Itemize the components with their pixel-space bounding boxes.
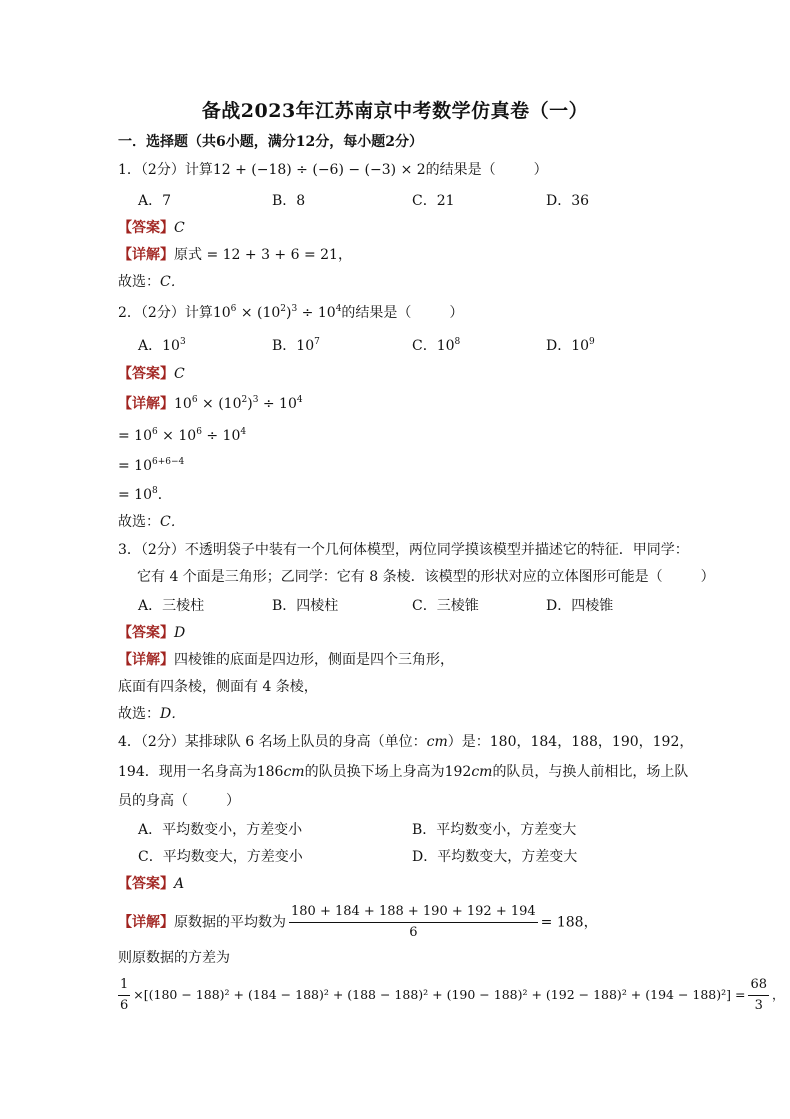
q4-option-a: A．平均数变小，方差变小	[138, 822, 303, 838]
q2-step-part: = 10	[118, 428, 152, 444]
q4-mean-numerator: 180 + 184 + 188 + 190 + 192 + 194	[289, 903, 538, 923]
answer-label: 【答案】	[118, 220, 174, 236]
q3-detail-line-2: 底面有四条棱，侧面有 4 条棱，	[118, 679, 318, 695]
q2-detail-exp: 6	[191, 395, 198, 405]
q1-option-d: D．36	[546, 193, 590, 209]
q4-option-b: B．平均数变小，方差变大	[412, 822, 577, 838]
q4-mean-denominator: 6	[409, 925, 418, 940]
q2-choose	[118, 513, 185, 531]
q4-stem-close: ）	[226, 793, 240, 809]
q3-choose	[118, 705, 185, 723]
q3-option-b: B．四棱柱	[272, 598, 339, 614]
q2-step-exp: 8	[152, 486, 158, 496]
q2-step-4	[118, 486, 172, 504]
q4-variance-end: ，	[772, 987, 785, 1002]
q2-stem-part: × (10	[236, 305, 281, 321]
q2-step-2	[118, 427, 246, 445]
q2-detail-part: )	[247, 396, 253, 412]
q3-choose-value: D．	[160, 706, 186, 722]
q2-detail-exp: 3	[252, 395, 259, 405]
q2-step-3	[118, 457, 184, 475]
q2-stem-exp: 3	[291, 304, 298, 314]
q4-option-c: C．平均数变大，方差变小	[138, 849, 303, 865]
q3-stem-text: 它有 4 个面是三角形；乙同学：它有 8 条棱．该模型的形状对应的立体图形可能是（	[137, 569, 663, 585]
page-title: 备战2023年江苏南京中考数学仿真卷（一）	[201, 100, 589, 122]
q2-detail-part: ÷ 10	[258, 396, 297, 412]
q2-step-part: × 10	[157, 428, 197, 444]
q4-variance-intro: 则原数据的方差为	[118, 950, 230, 966]
q1-detail	[118, 246, 352, 264]
q4-stem-part: 194．现用一名身高为186	[118, 764, 284, 780]
q1-answer-value: C	[174, 220, 185, 236]
q2-option-b-exp: 7	[314, 337, 320, 347]
q2-option-d-exp: 9	[589, 337, 595, 347]
q2-stem-exp: 4	[335, 304, 342, 314]
q3-answer	[118, 624, 185, 642]
q2-step-exp: 6	[196, 427, 202, 437]
q4-detail-text: 原数据的平均数为	[174, 914, 286, 931]
q2-option-a	[138, 337, 186, 355]
answer-label: 【答案】	[118, 876, 174, 892]
q3-option-d: D．四棱锥	[546, 598, 614, 614]
q2-answer-value: C	[174, 366, 185, 382]
q4-stem-line-3	[118, 792, 240, 810]
choose-label: 故选：	[118, 274, 160, 290]
q3-detail	[118, 651, 454, 669]
q2-option-d	[546, 337, 595, 355]
q2-step-part: ．	[157, 487, 172, 503]
q1-option-a: A．7	[138, 193, 172, 209]
q3-option-c: C．三棱锥	[412, 598, 479, 614]
q4-variance-coefficient	[118, 976, 130, 1015]
q4-unit: cm	[426, 734, 448, 750]
q3-option-a: A．三棱柱	[138, 598, 205, 614]
q2-detail-part: 10	[174, 396, 192, 412]
q2-option-a-exp: 3	[179, 337, 186, 347]
q2-stem	[118, 304, 463, 322]
q1-stem	[118, 161, 548, 179]
q2-stem-part: )	[286, 305, 292, 321]
q4-answer-value: A	[174, 876, 185, 892]
q2-step-exp: 6	[152, 427, 158, 437]
q1-answer	[118, 219, 185, 237]
q2-step-part: ÷ 10	[201, 428, 241, 444]
q2-stem-part: 2．（2分）计算10	[118, 305, 231, 321]
q4-variance-formula	[118, 976, 785, 1015]
q4-mean-result: = 188，	[540, 914, 598, 931]
q2-step-exp: 6+6−4	[152, 457, 185, 467]
q2-option-d-label: D．10	[546, 338, 590, 354]
q4-variance-res-den: 3	[754, 998, 763, 1013]
detail-label: 【详解】	[118, 396, 174, 412]
q2-option-a-label: A．10	[138, 338, 180, 354]
q1-option-b: B．8	[272, 193, 306, 209]
answer-label: 【答案】	[118, 366, 174, 382]
q2-stem-exp: 2	[280, 304, 287, 314]
q4-variance-res-num: 68	[748, 976, 769, 996]
q2-stem-exp: 6	[230, 304, 237, 314]
q2-step-exp: 4	[240, 427, 247, 437]
q4-unit: cm	[283, 764, 305, 780]
q1-choose-value: C．	[160, 274, 185, 290]
q4-variance-result	[748, 976, 769, 1015]
q3-stem-line-1: 3．（2分）不透明袋子中装有一个几何体模型，两位同学摸该模型并描述它的特征．甲同学：	[118, 542, 689, 558]
choose-label: 故选：	[118, 514, 160, 530]
q2-stem-part: 的结果是（	[341, 305, 412, 321]
q2-option-c	[412, 337, 460, 355]
detail-label: 【详解】	[118, 247, 174, 263]
q4-answer	[118, 875, 184, 893]
q2-option-b	[272, 337, 320, 355]
q2-stem-close: ）	[449, 305, 464, 321]
q2-option-c-label: C．10	[412, 338, 455, 354]
q1-detail-text: 原式 = 12 + 3 + 6 = 21，	[174, 247, 352, 263]
q4-stem-line-2	[118, 763, 688, 781]
q2-step-part: = 10	[118, 458, 152, 474]
q1-stem-close: ）	[533, 162, 548, 178]
q2-detail	[118, 395, 303, 413]
q2-detail-exp: 2	[241, 395, 248, 405]
q4-stem-part: 的队员，与换人前相比，场上队	[492, 764, 689, 780]
q2-detail-part: × (10	[197, 396, 242, 412]
q4-variance-body: ×[(180 − 188)² + (184 − 188)² + (188 − 188)² + (190 − 188)² + (192 − 188)² + (194 − 188)²] =	[133, 987, 746, 1002]
q3-answer-value: D	[174, 625, 186, 641]
q4-variance-coef-den: 6	[120, 998, 129, 1013]
q4-mean-fraction	[289, 903, 538, 942]
q2-choose-value: C．	[160, 514, 185, 530]
section-heading: 一．选择题（共6小题，满分12分，每小题2分）	[118, 134, 423, 150]
q2-stem-part: ÷ 10	[297, 305, 336, 321]
q2-option-c-exp: 8	[454, 337, 461, 347]
q1-option-c: C．21	[412, 193, 455, 209]
q2-step-part: = 10	[118, 487, 152, 503]
q4-stem-part: ）是：180，184，188，190，192，	[447, 734, 694, 750]
q4-unit: cm	[471, 764, 493, 780]
choose-label: 故选：	[118, 706, 160, 722]
q1-stem-text: 1．（2分）计算12 + (−18) ÷ (−6) − (−3) × 2的结果是（	[118, 162, 496, 178]
detail-label: 【详解】	[118, 652, 174, 668]
q4-stem-part: 员的身高（	[118, 793, 188, 809]
detail-label: 【详解】	[118, 914, 174, 931]
q1-choose	[118, 273, 185, 291]
q2-detail-exp: 4	[296, 395, 303, 405]
answer-label: 【答案】	[118, 625, 174, 641]
q2-option-b-label: B．10	[272, 338, 315, 354]
q4-stem-part: 4．（2分）某排球队 6 名场上队员的身高（单位：	[118, 734, 427, 750]
q4-stem-part: 的队员换下场上身高为192	[304, 764, 472, 780]
q3-stem-line-2	[137, 568, 715, 586]
q2-answer	[118, 365, 185, 383]
q4-stem-line-1	[118, 733, 693, 751]
q4-detail	[118, 903, 598, 942]
q3-detail-text: 四棱锥的底面是四边形，侧面是四个三角形，	[174, 652, 454, 668]
q4-variance-coef-num: 1	[118, 976, 130, 996]
q4-option-d: D．平均数变大，方差变大	[412, 849, 578, 865]
q3-stem-close: ）	[700, 569, 715, 585]
